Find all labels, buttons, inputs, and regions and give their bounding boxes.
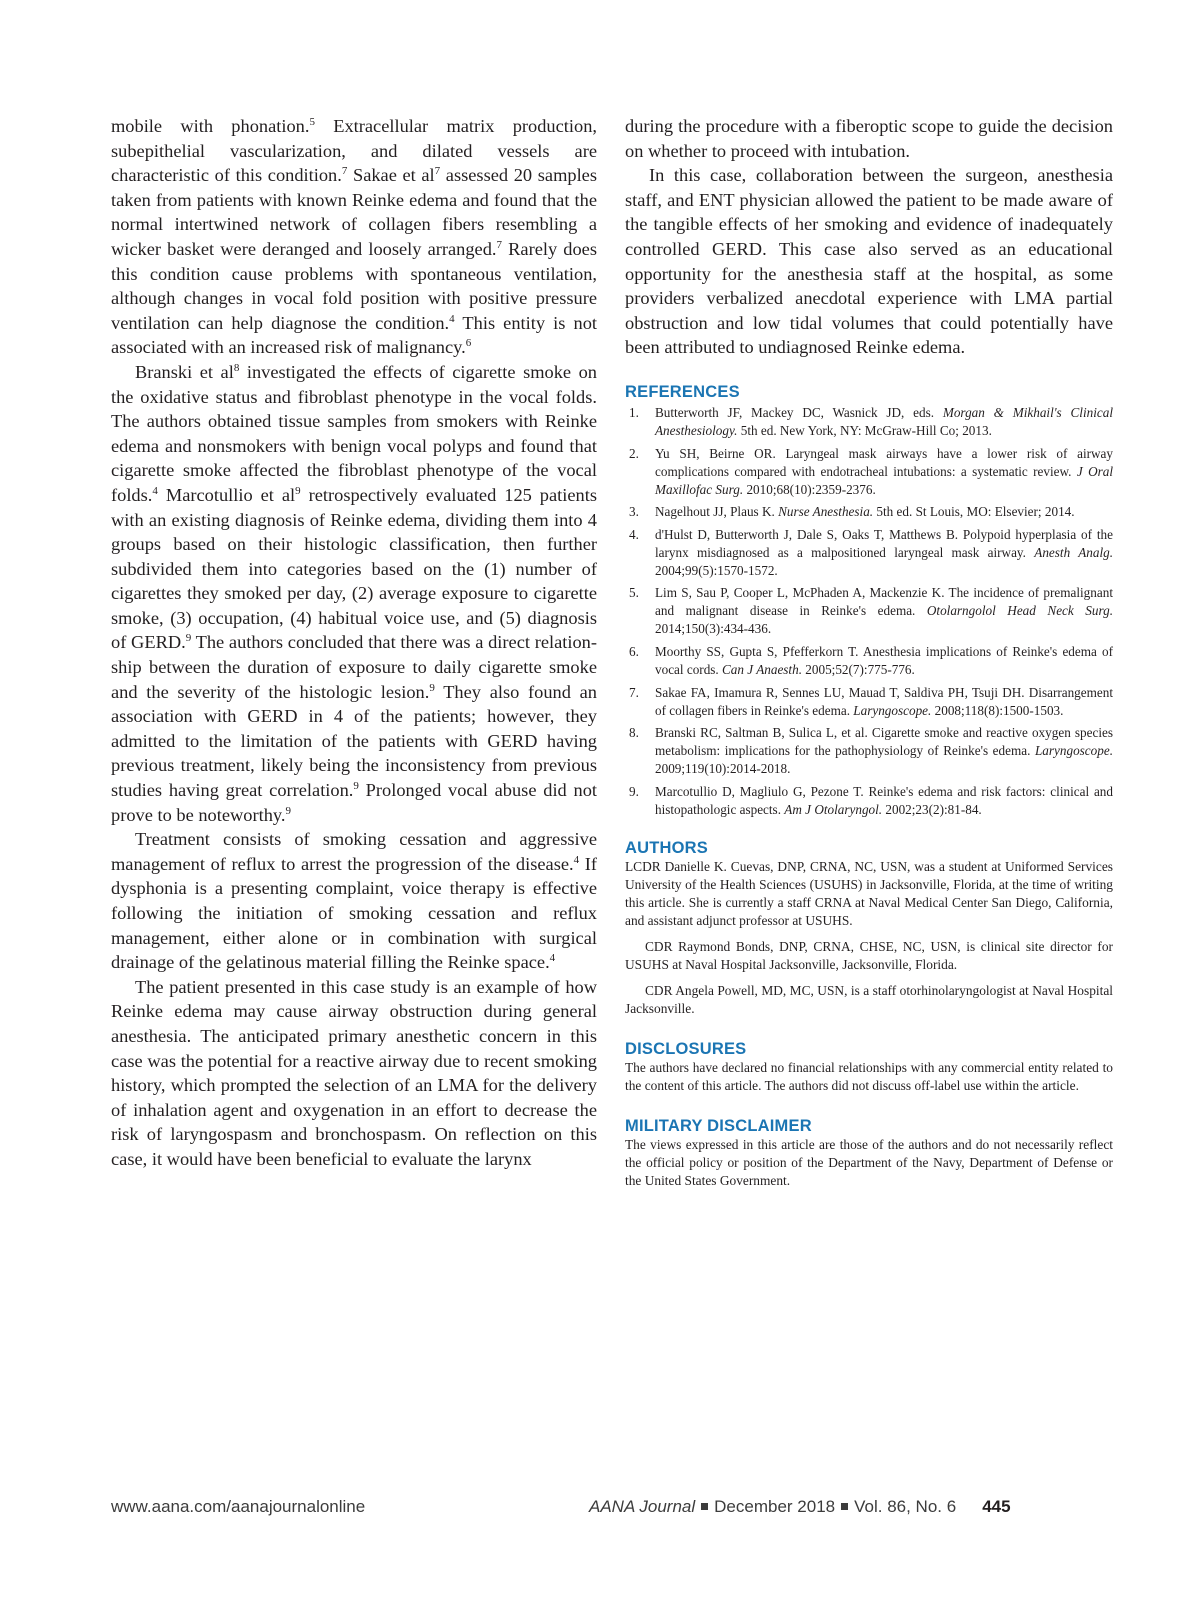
reference-number: 5. bbox=[629, 585, 639, 601]
reference-number: 7. bbox=[629, 684, 639, 700]
reference-item: 7. Sakae FA, Imamura R, Sennes LU, Mauad T, Saldiva PH, Tsuji DH. Disarrangement of collagen fibers in Reinke's edema. Laryngoscope. 2008;118(8):1500-1503. bbox=[629, 684, 1113, 718]
citation-superscript: 4 bbox=[152, 484, 158, 497]
body-paragraph: The patient presented in this case study is an example of how Reinke edema may cause airway obstruction during general anesthesia. The anticipated primary anesthetic concern in this case was the potential for a reactive airway due to recent smoking history, which prompted the selection of an LMA for the delivery of inhalation agent and oxygenation in an effort to decrease the risk of laryngospasm and bronchospasm. On reflection on this case, it would have been beneficial to evaluate the larynx bbox=[111, 976, 597, 1169]
citation-superscript: 7 bbox=[341, 165, 348, 178]
right-body-text bbox=[625, 114, 1113, 360]
body-paragraph: mobile with phonation.$^5$ Extracellular matrix production, subepithelial vascularization, and dilated vessels are characteristic of this condition.$^7$ Sakae et $al^7$ assessed 20 samples taken from patients with known Reinke edema and found that the normal intertwined network of collagen fibers resembling a wicker basket were deranged and loosely arranged.$^7$ Rarely does this condition cause problems with spontaneous ventilation, although changes in vocal fold position with positive pressure ventilation can help diagnose the condition.$^4$ This entity is not associated with an increased risk of malignancy.$^6$ bbox=[111, 116, 598, 358]
journal-name: Otolarngolol Head Neck Surg. bbox=[926, 603, 1114, 619]
reference-number: 1. bbox=[629, 404, 639, 420]
body-paragraph: Branski et $al^8$ investigated the effects of cigarette smoke on the oxidative status and fibroblast phenotype in the vocal folds. The authors obtained tissue samples from smokers with Reinke edema and nonsmokers with benign vocal polyps and found that cigarette smoke affected the fibroblast phenotype of the vocal folds.$^4$ Marcotullio et $al^9$ retrospectively evaluated 125 patients with an existing diagnosis of Reinke edema, dividing them into 4 groups based on their histologic classification, then further subdivided them into categories based on the (1) number of cigarettes they smoked per day, (2) average exposure to cigarette smoke, (3) occupation, (4) habitual voice use, and (5) diagnosis of GERD.$^9$ The authors concluded that there was a direct relationship between the duration of exposure to daily cigarette smoke and the severity of the histologic lesion.$^9$ They also found an association with GERD in 4 of the patients; however, they admitted to the limitation of the patients with GERD having previous treatment, likely being the inconsistency from previous studies having great correlation.$^9$ Prolonged vocal abuse did not prove to be noteworthy.$^9$ bbox=[111, 361, 598, 825]
reference-item: 4. d'Hulst D, Butterworth J, Dale S, Oaks T, Matthews B. Polypoid hyperplasia of the larynx misdiagnosed as a malpositioned laryngeal mask airway. Anesth Analg. 2004;99(5):1570-1572. bbox=[629, 526, 1113, 578]
journal-name: J Oral Maxillofac Surg. bbox=[655, 463, 1113, 497]
reference-number: 6. bbox=[629, 643, 639, 659]
left-column bbox=[111, 114, 597, 1172]
disclosures-heading: DISCLOSURES bbox=[625, 1039, 747, 1058]
citation-superscript: 4 bbox=[449, 312, 455, 325]
author-bio: CDR Raymond Bonds, DNP, CRNA, CHSE, NC, USN, is clinical site director for USUHS at Naval Hospital Jacksonville, Jacksonville, Florida. bbox=[625, 938, 1113, 972]
journal-name: Can J Anaesth. bbox=[722, 661, 802, 677]
citation-superscript: 9 bbox=[353, 780, 359, 793]
right-column bbox=[625, 114, 1113, 1198]
separator-square-icon bbox=[701, 1503, 708, 1510]
reference-item: 9. Marcotullio D, Magliulo G, Pezone T. Reinke's edema and risk factors: clinical and histopathologic aspects. Am J Otolaryngol. 2002;23(2):81-84. bbox=[629, 783, 1113, 817]
separator-square-icon bbox=[841, 1503, 848, 1510]
citation-superscript: 7 bbox=[434, 165, 441, 178]
military-disclaimer-heading: MILITARY DISCLAIMER bbox=[625, 1116, 812, 1135]
reference-item: 8. Branski RC, Saltman B, Sulica L, et al. Cigarette smoke and reactive oxygen species metabolism: implications for the pathophysiology of Reinke's edema. Laryngoscope. 2009;119(10):2014-2018. bbox=[629, 725, 1113, 777]
body-paragraph: during the procedure with a fiberoptic scope to guide the decision on whether to proceed with intubation. bbox=[625, 116, 1113, 161]
author-bio: CDR Angela Powell, MD, MC, USN, is a staff otorhinolaryngologist at Naval Hospital Jacksonville. bbox=[625, 982, 1113, 1016]
citation-superscript: 4 bbox=[573, 853, 580, 866]
citation-superscript: 7 bbox=[496, 238, 503, 251]
citation-superscript: 5 bbox=[309, 116, 315, 128]
reference-item: 2. Yu SH, Beirne OR. Laryngeal mask airways have a lower risk of airway complications compared with endotracheal intubations: a systematic review. J Oral Maxillofac Surg. 2010;68(10):2359-2376. bbox=[629, 445, 1113, 497]
citation-superscript: 6 bbox=[465, 337, 472, 350]
reference-item: 1. Butterworth JF, Mackey DC, Wasnick JD, eds. Morgan & Mikhail's Clinical Anesthesiology. 5th ed. New York, NY: McGraw-Hill Co; 2013. bbox=[629, 404, 1113, 438]
reference-number: 4. bbox=[629, 526, 639, 542]
citation-superscript: 9 bbox=[429, 681, 435, 694]
reference-number: 3. bbox=[629, 504, 639, 520]
reference-number: 9. bbox=[629, 783, 639, 799]
citation-superscript: 9 bbox=[185, 632, 192, 645]
citation-superscript: 9 bbox=[295, 484, 301, 497]
journal-name: Am J Otolaryngol. bbox=[784, 801, 883, 817]
journal-name: Morgan & Mikhail's Clinical Anesthesiology. bbox=[655, 404, 1113, 438]
journal-name: Nurse Anesthesia. bbox=[778, 504, 874, 520]
authors-heading: AUTHORS bbox=[625, 838, 708, 857]
issue-date: December 2018 bbox=[714, 1497, 836, 1516]
citation-superscript: 8 bbox=[233, 361, 240, 374]
footer-journal-info bbox=[589, 1497, 1113, 1517]
journal-name: Laryngoscope. bbox=[853, 702, 932, 718]
body-paragraph: In this case, collaboration between the surgeon, anesthesia staff, and ENT physician allowed the patient to be made aware of the tangible effects of her smoking and evidence of inadequately controlled GERD. This case also served as an educational opportunity for the anesthesia staff at the hospital, as some providers verbalized anecdotal experience with LMA partial obstruction and low tidal volumes that could potentially have been attributed to undiagnosed Reinke edema. bbox=[625, 165, 1113, 358]
page-number: 445 bbox=[982, 1497, 1011, 1516]
author-bio: LCDR Danielle K. Cuevas, DNP, CRNA, NC, USN, was a student at Uniformed Services University of the Health Sciences (USUHS) in Jacksonville, Florida, at the time of writing this article. She is currently a staff CRNA at Naval Medical Center San Diego, California, and assistant adjunct professor at USUHS. bbox=[625, 858, 1113, 928]
journal-name: Anesth Analg. bbox=[1034, 544, 1113, 560]
journal-title: AANA Journal bbox=[589, 1497, 696, 1516]
body-paragraph: Treatment consists of smoking cessation and aggressive management of reflux to arrest the progression of the disease.$^4$ If dysphonia is a presenting complaint, voice therapy is effective following the initiation of smoking cessation and reflux management, either alone or in combination with surgical drainage of the gelatinous material filling the Reinke space.$^4$ bbox=[111, 829, 597, 973]
disclosures-text: The authors have declared no financial relationships with any commercial entity related to the content of this article. The authors did not discuss off-label use within the article. bbox=[625, 1059, 1113, 1093]
volume-info: Vol. 86, No. 6 bbox=[854, 1497, 957, 1516]
reference-item: 5. Lim S, Sau P, Cooper L, McPhaden A, Mackenzie K. The incidence of premalignant and malignant disease in Reinke's edema. Otolarngolol Head Neck Surg. 2014;150(3):434-436. bbox=[629, 585, 1114, 637]
reference-item: 3. Nagelhout JJ, Plaus K. Nurse Anesthesia. 5th ed. St Louis, MO: Elsevier; 2014. bbox=[629, 504, 1075, 520]
journal-name: Laryngoscope. bbox=[1034, 743, 1113, 759]
citation-superscript: 9 bbox=[285, 804, 291, 817]
footer-url: www.aana.com/aanajournalonline bbox=[111, 1497, 366, 1516]
references-list bbox=[625, 404, 1113, 819]
reference-item: 6. Moorthy SS, Gupta S, Pfefferkorn T. Anesthesia implications of Reinke's edema of vocal cords. Can J Anaesth. 2005;52(7):775-776. bbox=[629, 643, 1113, 677]
citation-superscript: 4 bbox=[549, 952, 556, 965]
reference-number: 8. bbox=[629, 725, 639, 741]
reference-number: 2. bbox=[629, 445, 639, 461]
references-heading: REFERENCES bbox=[625, 382, 740, 401]
military-disclaimer-text: The views expressed in this article are those of the authors and do not necessarily reflect the official policy or position of the Department of the Navy, Department of Defense or the United States Government. bbox=[625, 1136, 1113, 1188]
